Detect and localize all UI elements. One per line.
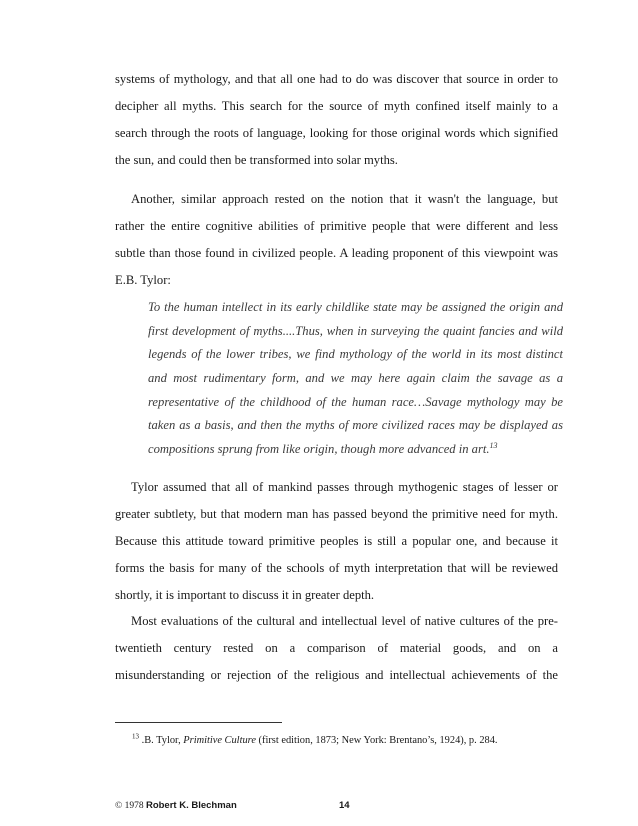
footnote-number: 13 <box>132 732 139 741</box>
text-line: rather the entire cognitive abilities of primitive people that were different and less <box>115 219 558 233</box>
text-line: systems of mythology, and that all one had to do was discover that source in order to <box>115 72 558 86</box>
footnote-post: (first edition, 1873; New York: Brentano’s, 1924), p. 284. <box>255 735 498 746</box>
footer-author: Robert K. Blechman <box>145 800 237 811</box>
footnote-separator <box>115 722 282 723</box>
quote-line: representative of the childhood of the human race…Savage mythology may be <box>148 395 563 409</box>
footnote-pre: .B. Tylor, <box>141 735 184 746</box>
footer-copyright <box>115 800 237 812</box>
text-line: the sun, and could then be transformed into solar myths. <box>115 153 398 167</box>
text-line: subtle than those found in civilized people. A leading proponent of this viewpoint was <box>115 246 558 260</box>
quote-line-last <box>148 441 563 457</box>
quote-line: and most rudimentary form, and we may here again claim the savage as a <box>148 371 563 385</box>
text-line: E.B. Tylor: <box>115 273 171 287</box>
quote-line: taken as a basis, and then the myths of more civilized races may be displayed as <box>148 418 563 432</box>
text-line: Another, similar approach rested on the notion that it wasn't the language, but <box>131 192 558 206</box>
text-line: forms the basis for many of the schools of myth interpretation that will be reviewed <box>115 561 558 575</box>
text-line: Tylor assumed that all of mankind passes through mythogenic stages of lesser or <box>131 480 558 494</box>
text-line: twentieth century rested on a comparison of material goods, and on a <box>115 641 558 655</box>
footnote-reference: 13 <box>489 440 498 450</box>
text-line: Because this attitude toward primitive peoples is still a popular one, and because it <box>115 534 558 548</box>
footnote-title: Primitive Culture <box>183 735 256 746</box>
text-line: decipher all myths. This search for the source of myth confined itself mainly to a <box>115 99 558 113</box>
copyright-text: © 1978 <box>115 801 144 811</box>
text-line: greater subtlety, but that modern man has passed beyond the primitive need for myth. <box>115 507 558 521</box>
quote-line: first development of myths....Thus, when in surveying the quaint fancies and wild <box>148 324 563 338</box>
text-line: misunderstanding or rejection of the religious and intellectual achievements of the <box>115 668 558 682</box>
text-line: Most evaluations of the cultural and intellectual level of native cultures of the pre- <box>131 614 558 628</box>
quote-line: legends of the lower tribes, we find mythology of the world in its most distinct <box>148 347 563 361</box>
text-line: shortly, it is important to discuss it in greater depth. <box>115 588 375 602</box>
page-number: 14 <box>339 800 350 811</box>
quote-line-text: compositions sprung from like origin, though more advanced in art. <box>148 442 490 456</box>
footnote <box>132 734 498 748</box>
text-line: search through the roots of language, looking for those original words which signified <box>115 126 558 140</box>
quote-line: To the human intellect in its early childlike state may be assigned the origin and <box>148 300 563 314</box>
